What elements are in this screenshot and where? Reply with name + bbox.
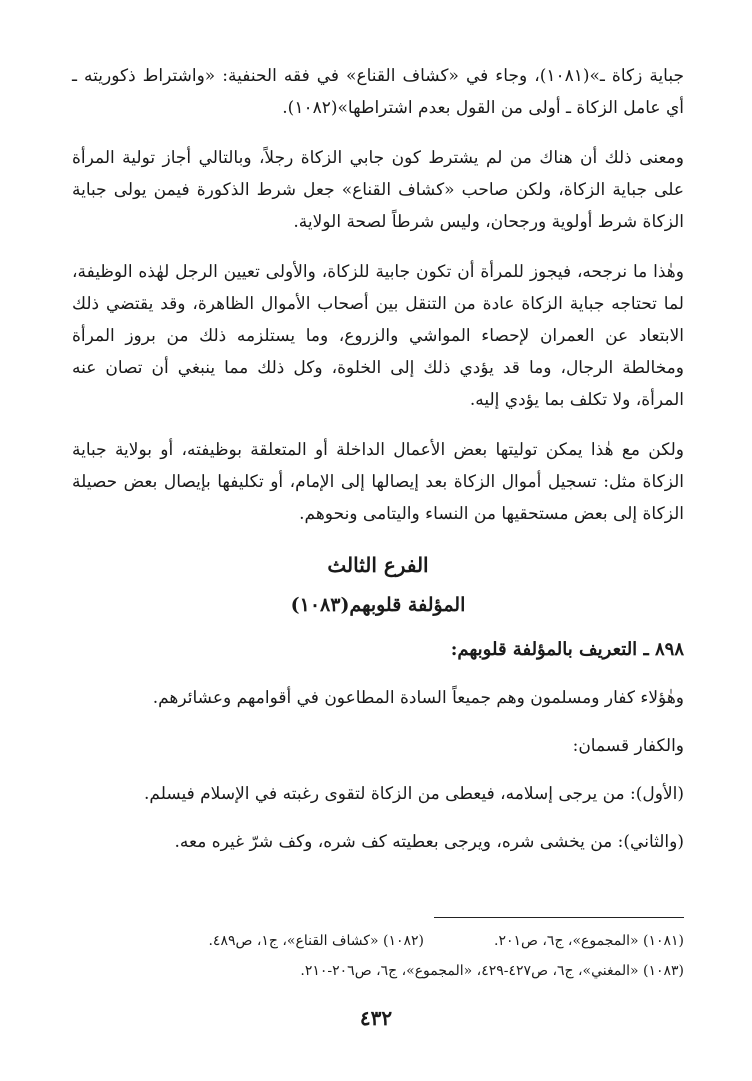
page-body <box>72 60 684 858</box>
paragraph-2: ومعنى ذلك أن هناك من لم يشترط كون جابي الزكاة رجلاً، وبالتالي أجاز تولية المرأة على جباية الزكاة، ولكن صاحب «كشاف القناع» جعل شرط الذكورة فيمن يولى جباية الزكاة شرط أولوية ورجحان، وليس شرطاً لصحة الولاية. <box>72 148 684 232</box>
footnote-divider <box>434 917 684 918</box>
topic-heading: المؤلفة قلوبهم(١٠٨٣) <box>290 594 466 616</box>
paragraph-1: جباية زكاة ـ»(١٠٨١)، وجاء في «كشاف القناع» في فقه الحنفية: «واشتراط ذكوريته ـ أي عامل الزكاة ـ أولى من القول بعدم اشتراطها»(١٠٨٢). <box>72 66 684 118</box>
footnote-1081: (١٠٨١) «المجموع»، ج٦، ص٢٠١. <box>493 933 684 949</box>
body-line-1: وهٰؤلاء كفار ومسلمون وهم جميعاً السادة المطاعون في أقوامهم وعشائرهم. <box>152 688 684 708</box>
body-line-4: (والثاني): من يخشى شره، ويرجى بعطيته كف شره، وكف شرّ غيره معه. <box>174 832 684 852</box>
paragraph-3: وهٰذا ما نرجحه، فيجوز للمرأة أن تكون جابية للزكاة، والأولى تعيين الرجل لهٰذه الوظيفة، لما تحتاجه جباية الزكاة عادة من التنقل بين أصحاب الأموال الظاهرة، وقد يقتضي ذلك الابتعاد عن العمران لإحصاء المواشي والزروع، وما يستلزمه ذلك من بروز المرأة ومخالطة الرجال، وما قد يؤدي ذلك إلى الخلوة، وكل ذلك مما ينبغي أن تصان عنه المرأة، ولا تكلف بما يؤدي إليه. <box>72 262 684 410</box>
page-number: ٤٣٢ <box>359 1006 393 1030</box>
footnote-1083: (١٠٨٣) «المغني»، ج٦، ص٤٢٧-٤٢٩، «المجموع»، ج٦، ص٢٠٦-٢١٠. <box>300 963 684 979</box>
body-line-3: (الأول): من يرجى إسلامه، فيعطى من الزكاة لتقوى رغبته في الإسلام فيسلم. <box>143 784 684 804</box>
section-heading: الفرع الثالث <box>327 553 429 577</box>
item-heading: ٨٩٨ ـ التعريف بالمؤلفة قلوبهم: <box>450 639 684 660</box>
paragraph-4: ولكن مع هٰذا يمكن توليتها بعض الأعمال الداخلة أو المتعلقة بوظيفته، أو بولاية جباية الزكاة مثل: تسجيل أموال الزكاة بعد إيصالها إلى الإمام، أو تكليفها بإيصال بعض حصيلة الزكاة إلى بعض مستحقيها من النساء واليتامى ونحوهم. <box>72 440 684 524</box>
footnote-row-2 <box>72 956 684 986</box>
footnote-1082: (١٠٨٢) «كشاف القناع»، ج١، ص٤٨٩. <box>208 933 424 949</box>
footnotes <box>72 926 684 986</box>
body-line-2: والكفار قسمان: <box>572 736 684 756</box>
footnote-row-1 <box>72 926 684 956</box>
